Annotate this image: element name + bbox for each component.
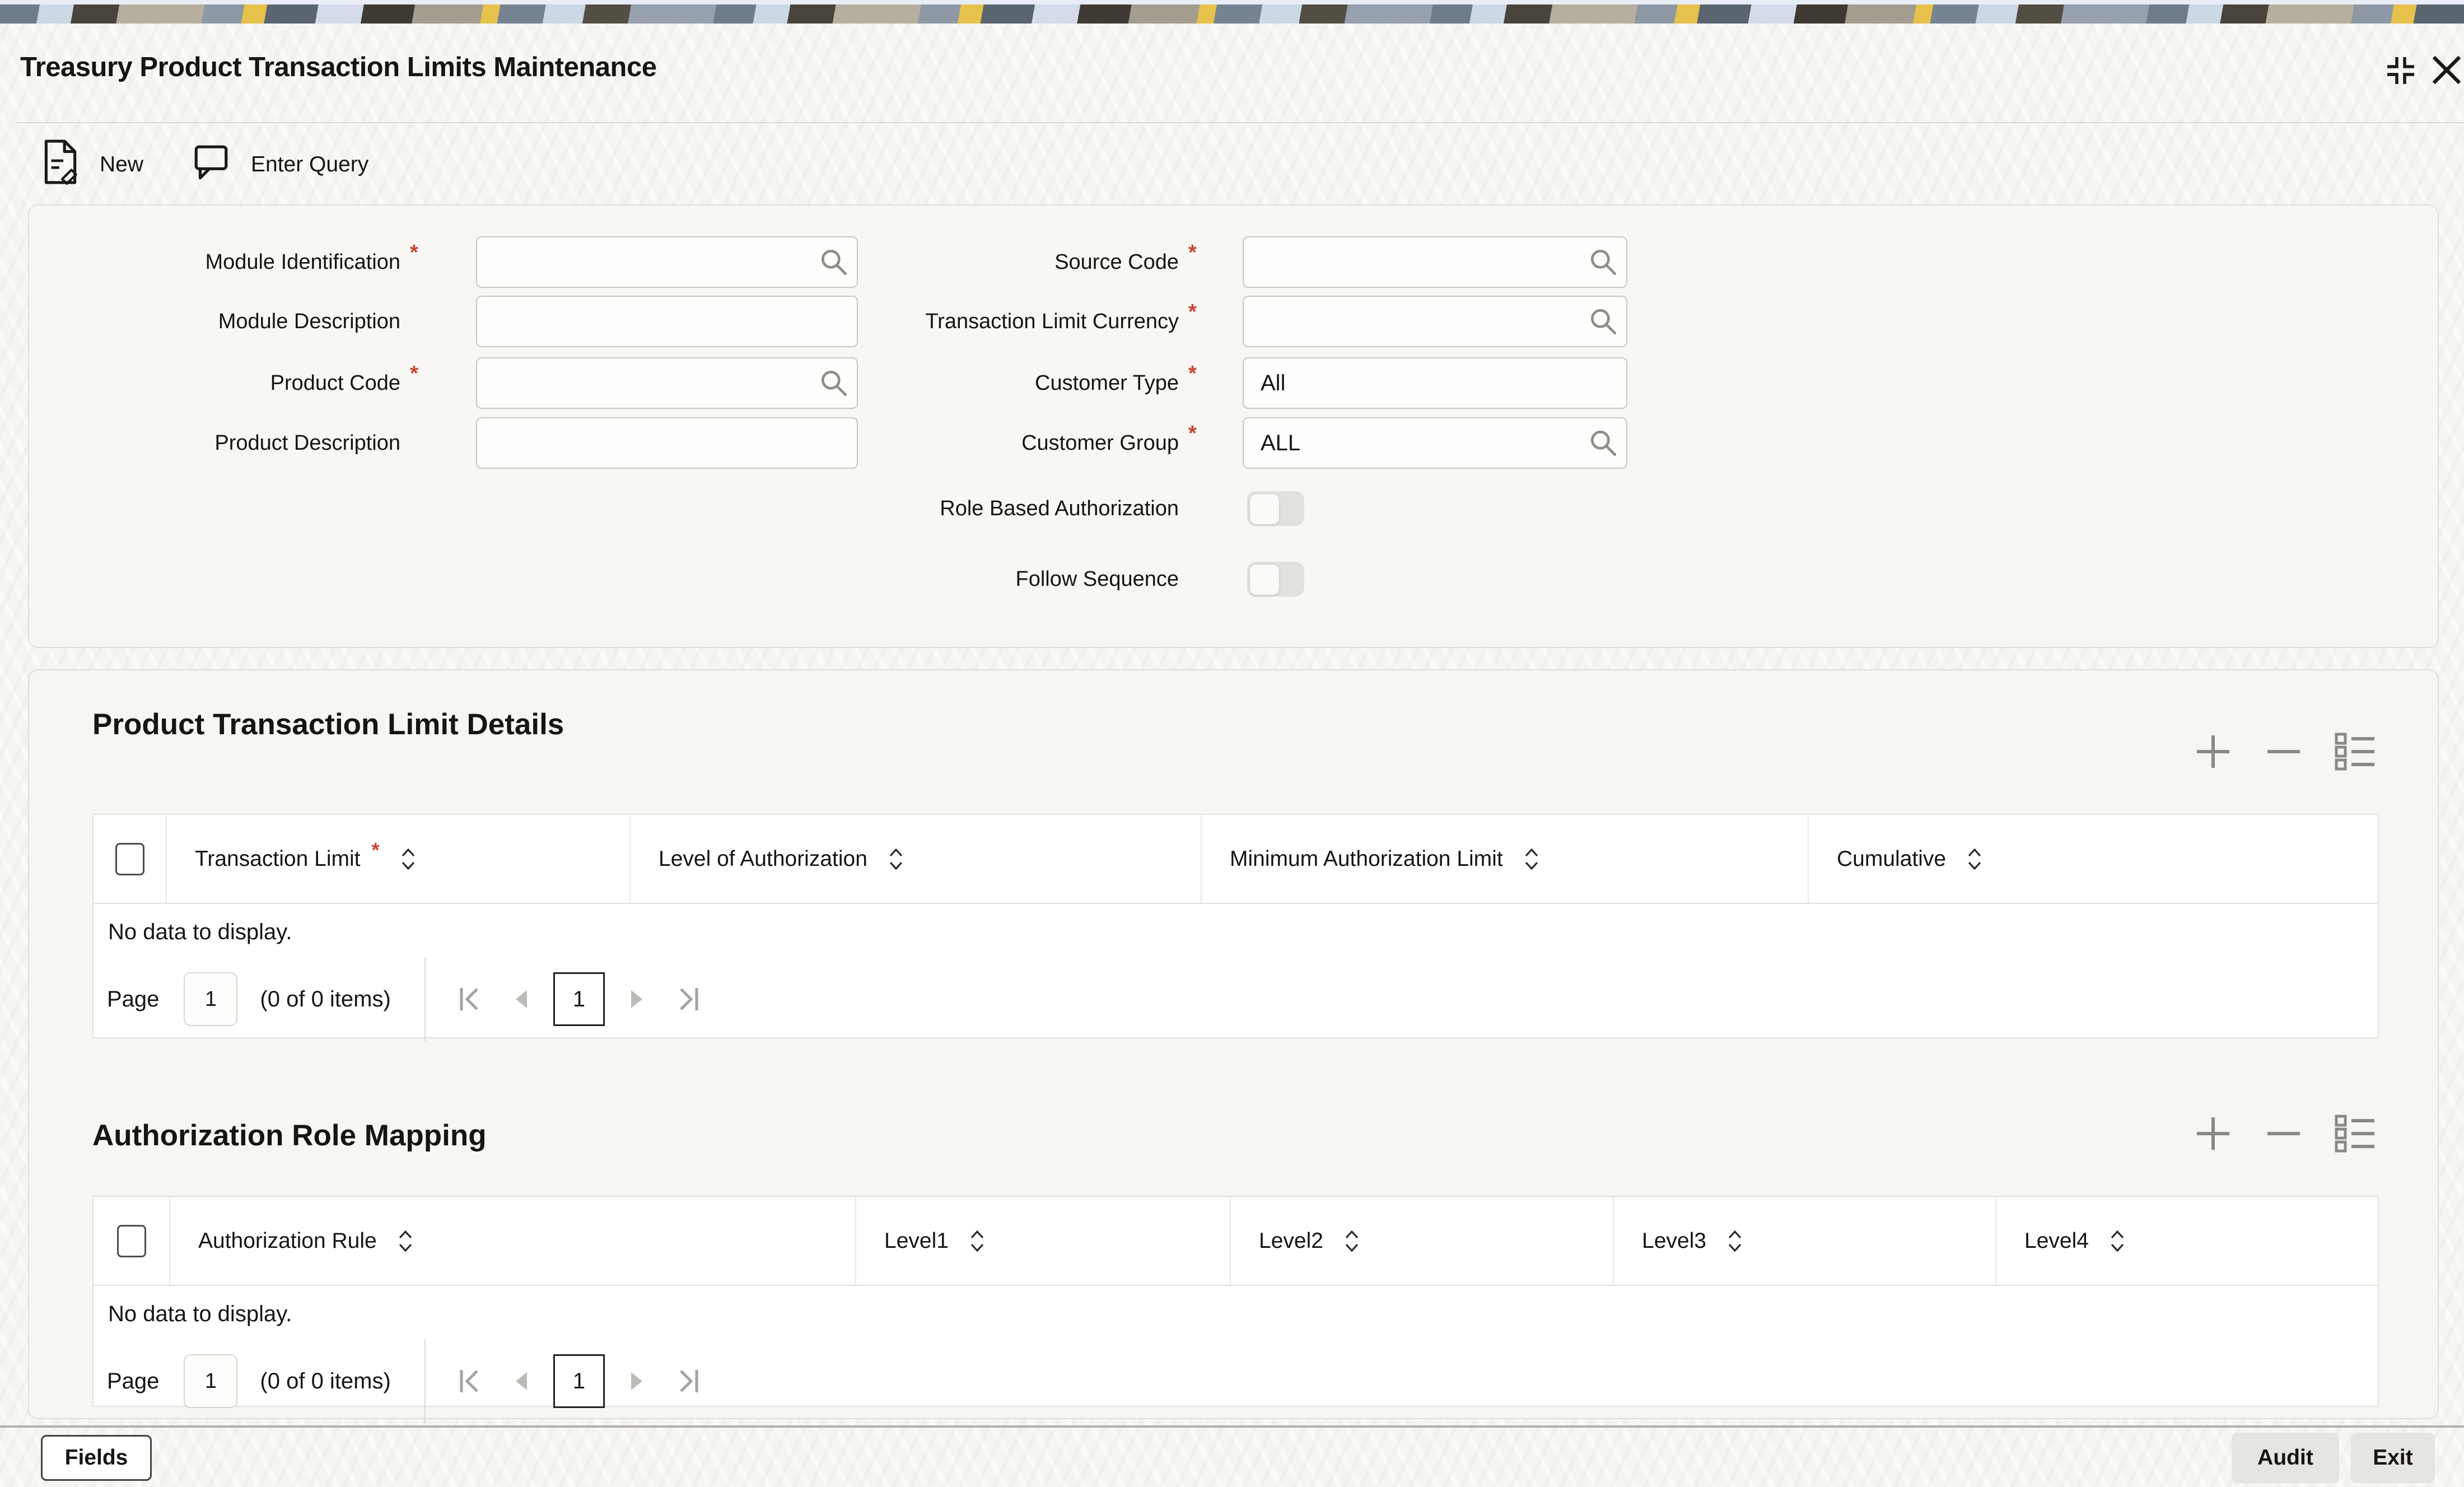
first-page-icon[interactable] [457,985,483,1014]
enter-query-button[interactable] [193,140,368,189]
sort-icon[interactable] [1522,847,1541,871]
search-icon[interactable] [1588,306,1618,337]
current-page-button[interactable]: 1 [553,1354,605,1408]
column-header: Authorization Rule [198,1228,377,1253]
next-page-icon[interactable] [630,989,645,1009]
pagination-divider [424,1339,426,1423]
module-description-label: Module Description [218,310,400,333]
sort-icon[interactable] [968,1229,987,1253]
pagination-bar [107,1352,701,1410]
select-all-checkbox[interactable] [117,1225,146,1257]
page-label: Page [107,1368,160,1393]
sort-icon[interactable] [2108,1229,2127,1253]
new-document-icon [41,139,78,190]
role-based-authorization-toggle[interactable] [1247,491,1304,526]
pagination-divider [424,957,426,1041]
column-header: Level2 [1259,1228,1323,1253]
next-page-icon[interactable] [630,1371,645,1391]
column-header: Level of Authorization [659,846,867,871]
customer-type-label: Customer Type [1035,371,1179,395]
sort-icon[interactable] [1965,847,1984,871]
previous-page-icon[interactable] [514,1371,528,1391]
single-view-list-icon[interactable] [2334,731,2377,772]
required-marker: * [1188,362,1197,385]
limit-details-table-body [94,904,2378,1011]
product-description-label: Product Description [214,431,400,455]
follow-sequence-label: Follow Sequence [1015,567,1179,591]
module-identification-label: Module Identification [205,250,400,274]
limit-details-table [92,814,2379,1038]
first-page-icon[interactable] [457,1367,483,1396]
required-marker: * [1188,422,1197,445]
empty-table-message: No data to display. [108,920,292,944]
source-code-label: Source Code [1054,250,1179,274]
column-header: Level1 [884,1228,949,1253]
customer-group-label: Customer Group [1021,431,1179,455]
comment-bubble-icon [193,142,230,187]
page-label: Page [107,986,160,1011]
new-button-label: New [100,152,144,176]
column-header: Level4 [2024,1228,2089,1253]
role-mapping-grid-actions [2192,1113,2377,1154]
remove-row-icon[interactable] [2265,1113,2302,1154]
page-number-input[interactable] [184,972,237,1026]
sort-icon[interactable] [1725,1229,1744,1253]
required-marker: * [371,838,380,861]
limit-details-table-header [94,815,2378,904]
customer-type-input[interactable] [1243,357,1627,409]
required-marker: * [1188,300,1197,324]
previous-page-icon[interactable] [514,989,528,1009]
empty-table-message: No data to display. [108,1302,292,1326]
sort-icon[interactable] [399,847,418,871]
pagination-bar [107,970,701,1028]
last-page-icon[interactable] [675,985,701,1014]
role-mapping-section-title: Authorization Role Mapping [92,1119,487,1152]
toggle-knob [1249,493,1280,525]
exit-button[interactable]: Exit [2351,1433,2435,1483]
sort-icon[interactable] [886,847,906,871]
single-view-list-icon[interactable] [2334,1113,2377,1154]
sort-icon[interactable] [396,1229,415,1253]
role-mapping-table-header [94,1197,2378,1286]
role-mapping-table [92,1196,2379,1407]
page-title: Treasury Product Transaction Limits Maintenance [20,52,657,82]
transaction-limit-currency-input[interactable] [1243,296,1627,347]
decorative-banner [0,4,2464,24]
toggle-knob [1249,564,1280,595]
enter-query-label: Enter Query [251,152,369,176]
add-row-icon[interactable] [2192,731,2234,772]
follow-sequence-toggle[interactable] [1247,562,1304,596]
search-icon[interactable] [1588,428,1618,458]
page-number-input[interactable] [184,1354,237,1408]
last-page-icon[interactable] [675,1367,701,1396]
limit-details-grid-actions [2192,731,2377,772]
items-count: (0 of 0 items) [260,986,391,1011]
role-based-authorization-label: Role Based Authorization [940,497,1179,520]
limit-details-section-title: Product Transaction Limit Details [92,708,564,741]
product-code-label: Product Code [270,371,400,395]
search-icon[interactable] [1588,247,1618,277]
customer-group-input[interactable] [1243,417,1627,469]
top-accent-line [0,0,2464,4]
add-row-icon[interactable] [2192,1113,2234,1154]
items-count: (0 of 0 items) [260,1368,391,1393]
role-mapping-table-body [94,1286,2378,1393]
close-icon[interactable] [2427,50,2464,90]
required-marker: * [410,241,418,264]
required-marker: * [1188,241,1197,264]
audit-button[interactable]: Audit [2232,1433,2339,1483]
fields-button[interactable]: Fields [41,1435,152,1481]
column-header: Level3 [1642,1228,1706,1253]
new-button[interactable] [41,140,143,189]
footer-divider [0,1425,2464,1428]
details-card [28,669,2439,1419]
column-header: Minimum Authorization Limit [1230,846,1503,871]
current-page-button[interactable]: 1 [553,972,605,1026]
select-all-checkbox[interactable] [115,843,144,875]
column-header: Transaction Limit [195,846,361,871]
restore-window-icon[interactable] [2383,53,2419,88]
column-header: Cumulative [1837,846,1947,871]
required-marker: * [410,362,418,385]
remove-row-icon[interactable] [2265,731,2302,772]
transaction-limit-currency-label: Transaction Limit Currency [925,310,1179,333]
sort-icon[interactable] [1342,1229,1361,1253]
title-divider [16,122,2464,123]
header-form-card [28,204,2439,648]
source-code-input[interactable] [1243,236,1627,288]
